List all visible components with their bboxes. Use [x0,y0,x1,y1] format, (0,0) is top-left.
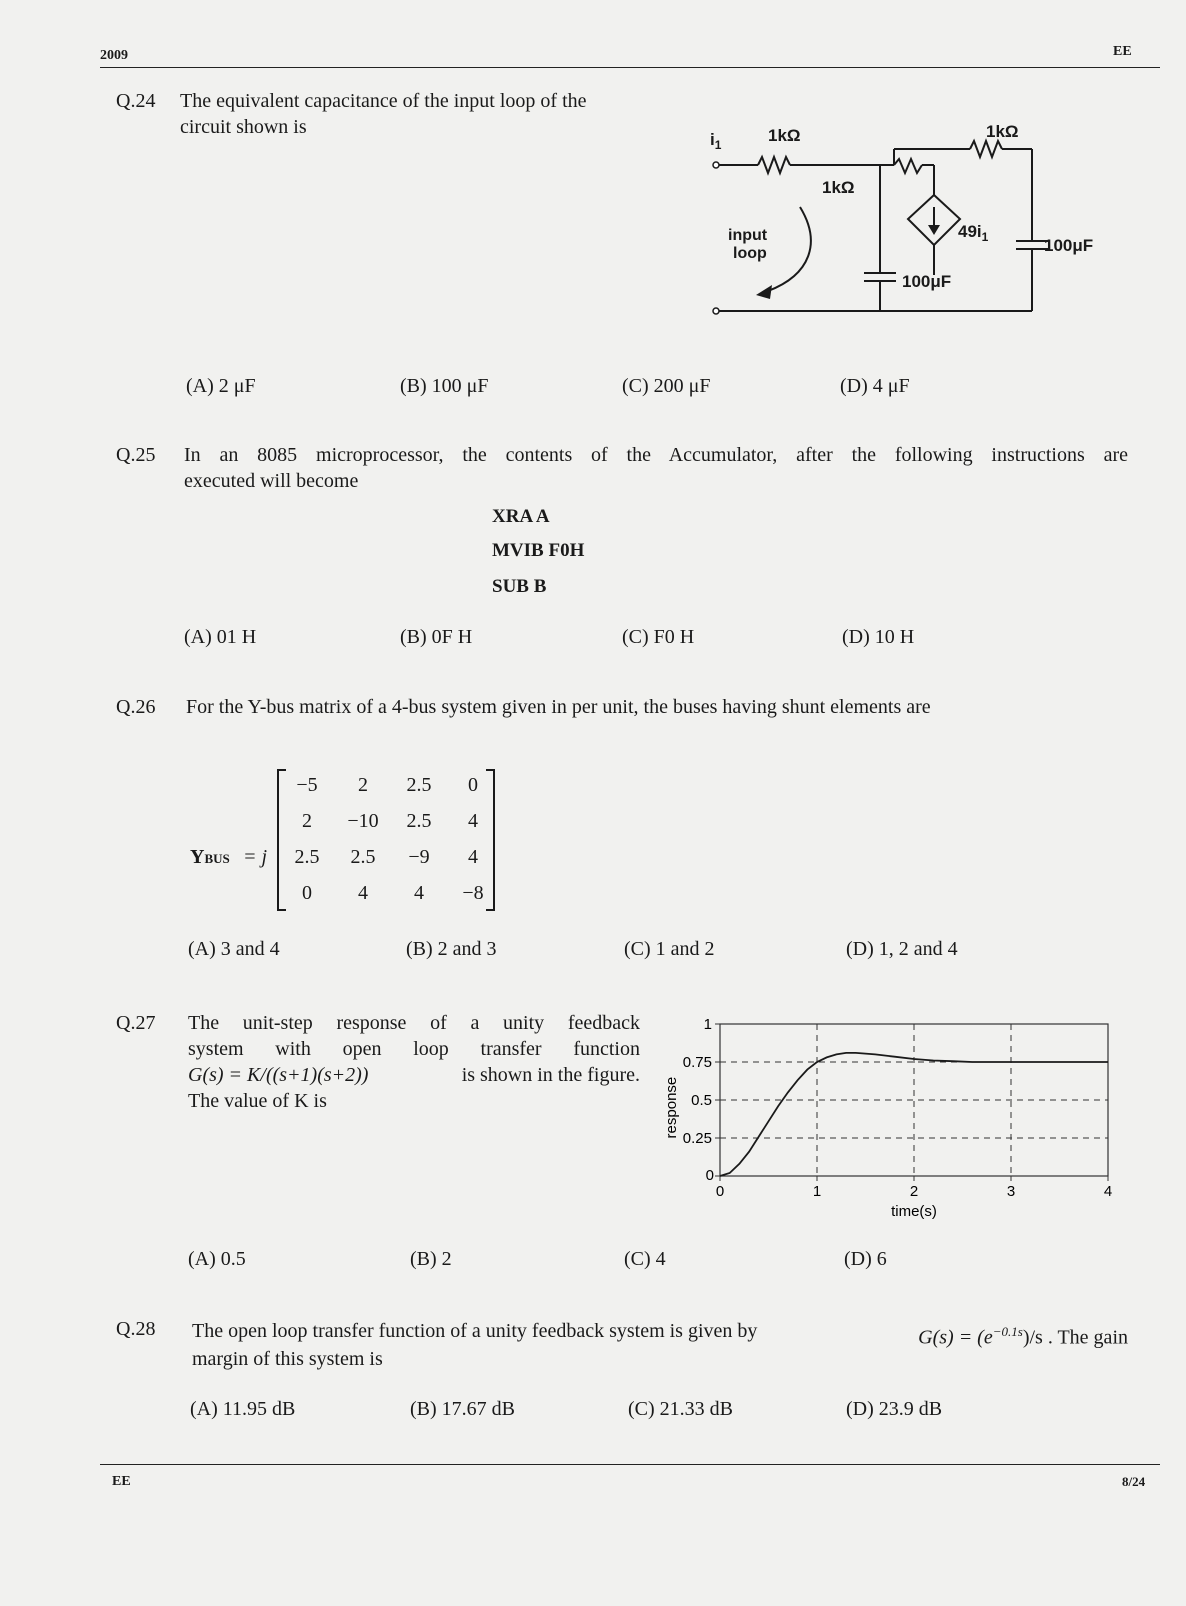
q27-option-c: (C) 4 [624,1248,666,1270]
q25-instruction-2: MVIB F0H [492,540,585,561]
chart-y-tick-label: 0.75 [682,1054,712,1071]
q25-instruction-1: XRA A [492,506,550,527]
q28-option-a: (A) 11.95 dB [190,1398,296,1420]
circuit-i1-label: $i_1$ [710,130,722,152]
ybus-cell: 4 [358,882,368,904]
ybus-cell: −10 [347,810,379,832]
q27-number: Q.27 [116,1012,156,1034]
q26-text: For the Y-bus matrix of a 4-bus system given in per unit, the buses having shunt elements are [186,696,931,718]
chart-x-tick-label: 1 [812,1183,822,1200]
ybus-cell: 2.5 [294,846,320,868]
ybus-cell: 2.5 [406,810,432,832]
q25-text-line1: In an 8085 microprocessor, the contents of the Accumulator, after the following instructions are [184,444,1128,466]
q24-text-line2: circuit shown is [180,116,307,138]
step-response-chart [660,1010,1140,1250]
circuit-r3-label: 1kΩ [822,178,855,197]
q24-circuit-diagram [700,115,1170,335]
circuit-source-label: $49i_1$ [958,222,989,244]
chart-y-ticks [683,1016,720,1184]
q24-option-b: (B) 100 μF [400,375,489,397]
ybus-cell: 2.5 [406,774,432,796]
q26-option-c: (C) 1 and 2 [624,938,715,960]
q27-option-b: (B) 2 [410,1248,452,1270]
chart-grid [720,1024,1108,1176]
ybus-cell: 2.5 [350,846,376,868]
circuit-r1-label: 1kΩ [768,126,801,145]
ybus-cell: −5 [296,774,318,796]
chart-x-tick-label: 3 [1006,1183,1016,1200]
q24-option-a: (A) 2 μF [186,375,256,397]
ybus-cell: 0 [468,774,478,796]
chart-y-tick-label: 0.5 [691,1092,712,1109]
footer-rule [100,1464,1160,1465]
q27-text-line4: The value of K is [188,1090,327,1112]
q25-option-c: (C) F0 H [622,626,695,648]
ybus-cell: 4 [414,882,424,904]
q27-text-line1: The unit-step response of a unity feedback [188,1012,640,1034]
chart-x-ticks [716,1176,1112,1200]
q24-number: Q.24 [116,90,156,112]
q27-text-line3: G(s) = K/((s+1)(s+2)) is shown in the figure. [188,1064,640,1086]
q26-option-b: (B) 2 and 3 [406,938,497,960]
chart-x-tick-label: 2 [909,1183,919,1200]
q24-option-d: (D) 4 μF [840,375,910,397]
chart-x-tick-label: 4 [1103,1183,1113,1200]
q28-number: Q.28 [116,1318,156,1340]
ybus-cell: 4 [468,846,478,868]
chart-y-tick-label: 0.25 [682,1130,712,1147]
q27-option-a: (A) 0.5 [188,1248,246,1270]
q27-text-line2: system with open loop transfer function [188,1038,640,1060]
q26-number: Q.26 [116,696,156,718]
q28-option-b: (B) 17.67 dB [410,1398,515,1420]
ybus-cell: 0 [302,882,312,904]
q25-option-b: (B) 0F H [400,626,473,648]
footer-subject: EE [112,1474,131,1489]
ybus-cell: −9 [408,846,430,868]
q25-number: Q.25 [116,444,156,466]
header-rule [100,67,1160,68]
q26-option-d: (D) 1, 2 and 4 [846,938,958,960]
ybus-cell: 2 [302,810,312,832]
circuit-loop-label1: input [728,227,768,244]
q28-text-line2: margin of this system is [192,1348,383,1370]
q28-option-d: (D) 23.9 dB [846,1398,943,1420]
q25-instruction-3: SUB B [492,576,547,597]
q25-option-a: (A) 01 H [184,626,257,648]
q25-text-line2: executed will become [184,470,359,492]
header-year: 2009 [100,48,128,63]
footer-page: 8/24 [1122,1474,1146,1489]
q24-option-c: (C) 200 μF [622,375,711,397]
q24-text-line1: The equivalent capacitance of the input loop of the [180,90,587,112]
chart-y-tick-label: 1 [703,1016,712,1033]
circuit-r2-label: 1kΩ [986,122,1019,141]
q28-text-line1: The open loop transfer function of a unity feedback system is given by $G(s) = (e^{-0.1s})/s$ . The gain [192,1320,1128,1349]
q25-option-d: (D) 10 H [842,626,915,648]
header-subject: EE [1113,44,1132,59]
circuit-c-center-label: 100μF [902,272,952,291]
q27-option-d: (D) 6 [844,1248,887,1270]
chart-y-tick-label: 0 [705,1167,714,1184]
circuit-loop-label2: loop [733,245,767,262]
ybus-equals-j: = j [243,846,268,868]
q26-option-a: (A) 3 and 4 [188,938,280,960]
ybus-lhs: YBUS [190,846,230,868]
chart-x-label: time(s) [891,1203,937,1220]
ybus-cell: −8 [462,882,484,904]
ybus-cell: 4 [468,810,478,832]
circuit-c-right-label: 100μF [1044,236,1094,255]
ybus-cell: 2 [358,774,368,796]
chart-y-label: response [663,1076,680,1139]
q28-option-c: (C) 21.33 dB [628,1398,733,1420]
chart-x-tick-label: 0 [715,1183,725,1200]
